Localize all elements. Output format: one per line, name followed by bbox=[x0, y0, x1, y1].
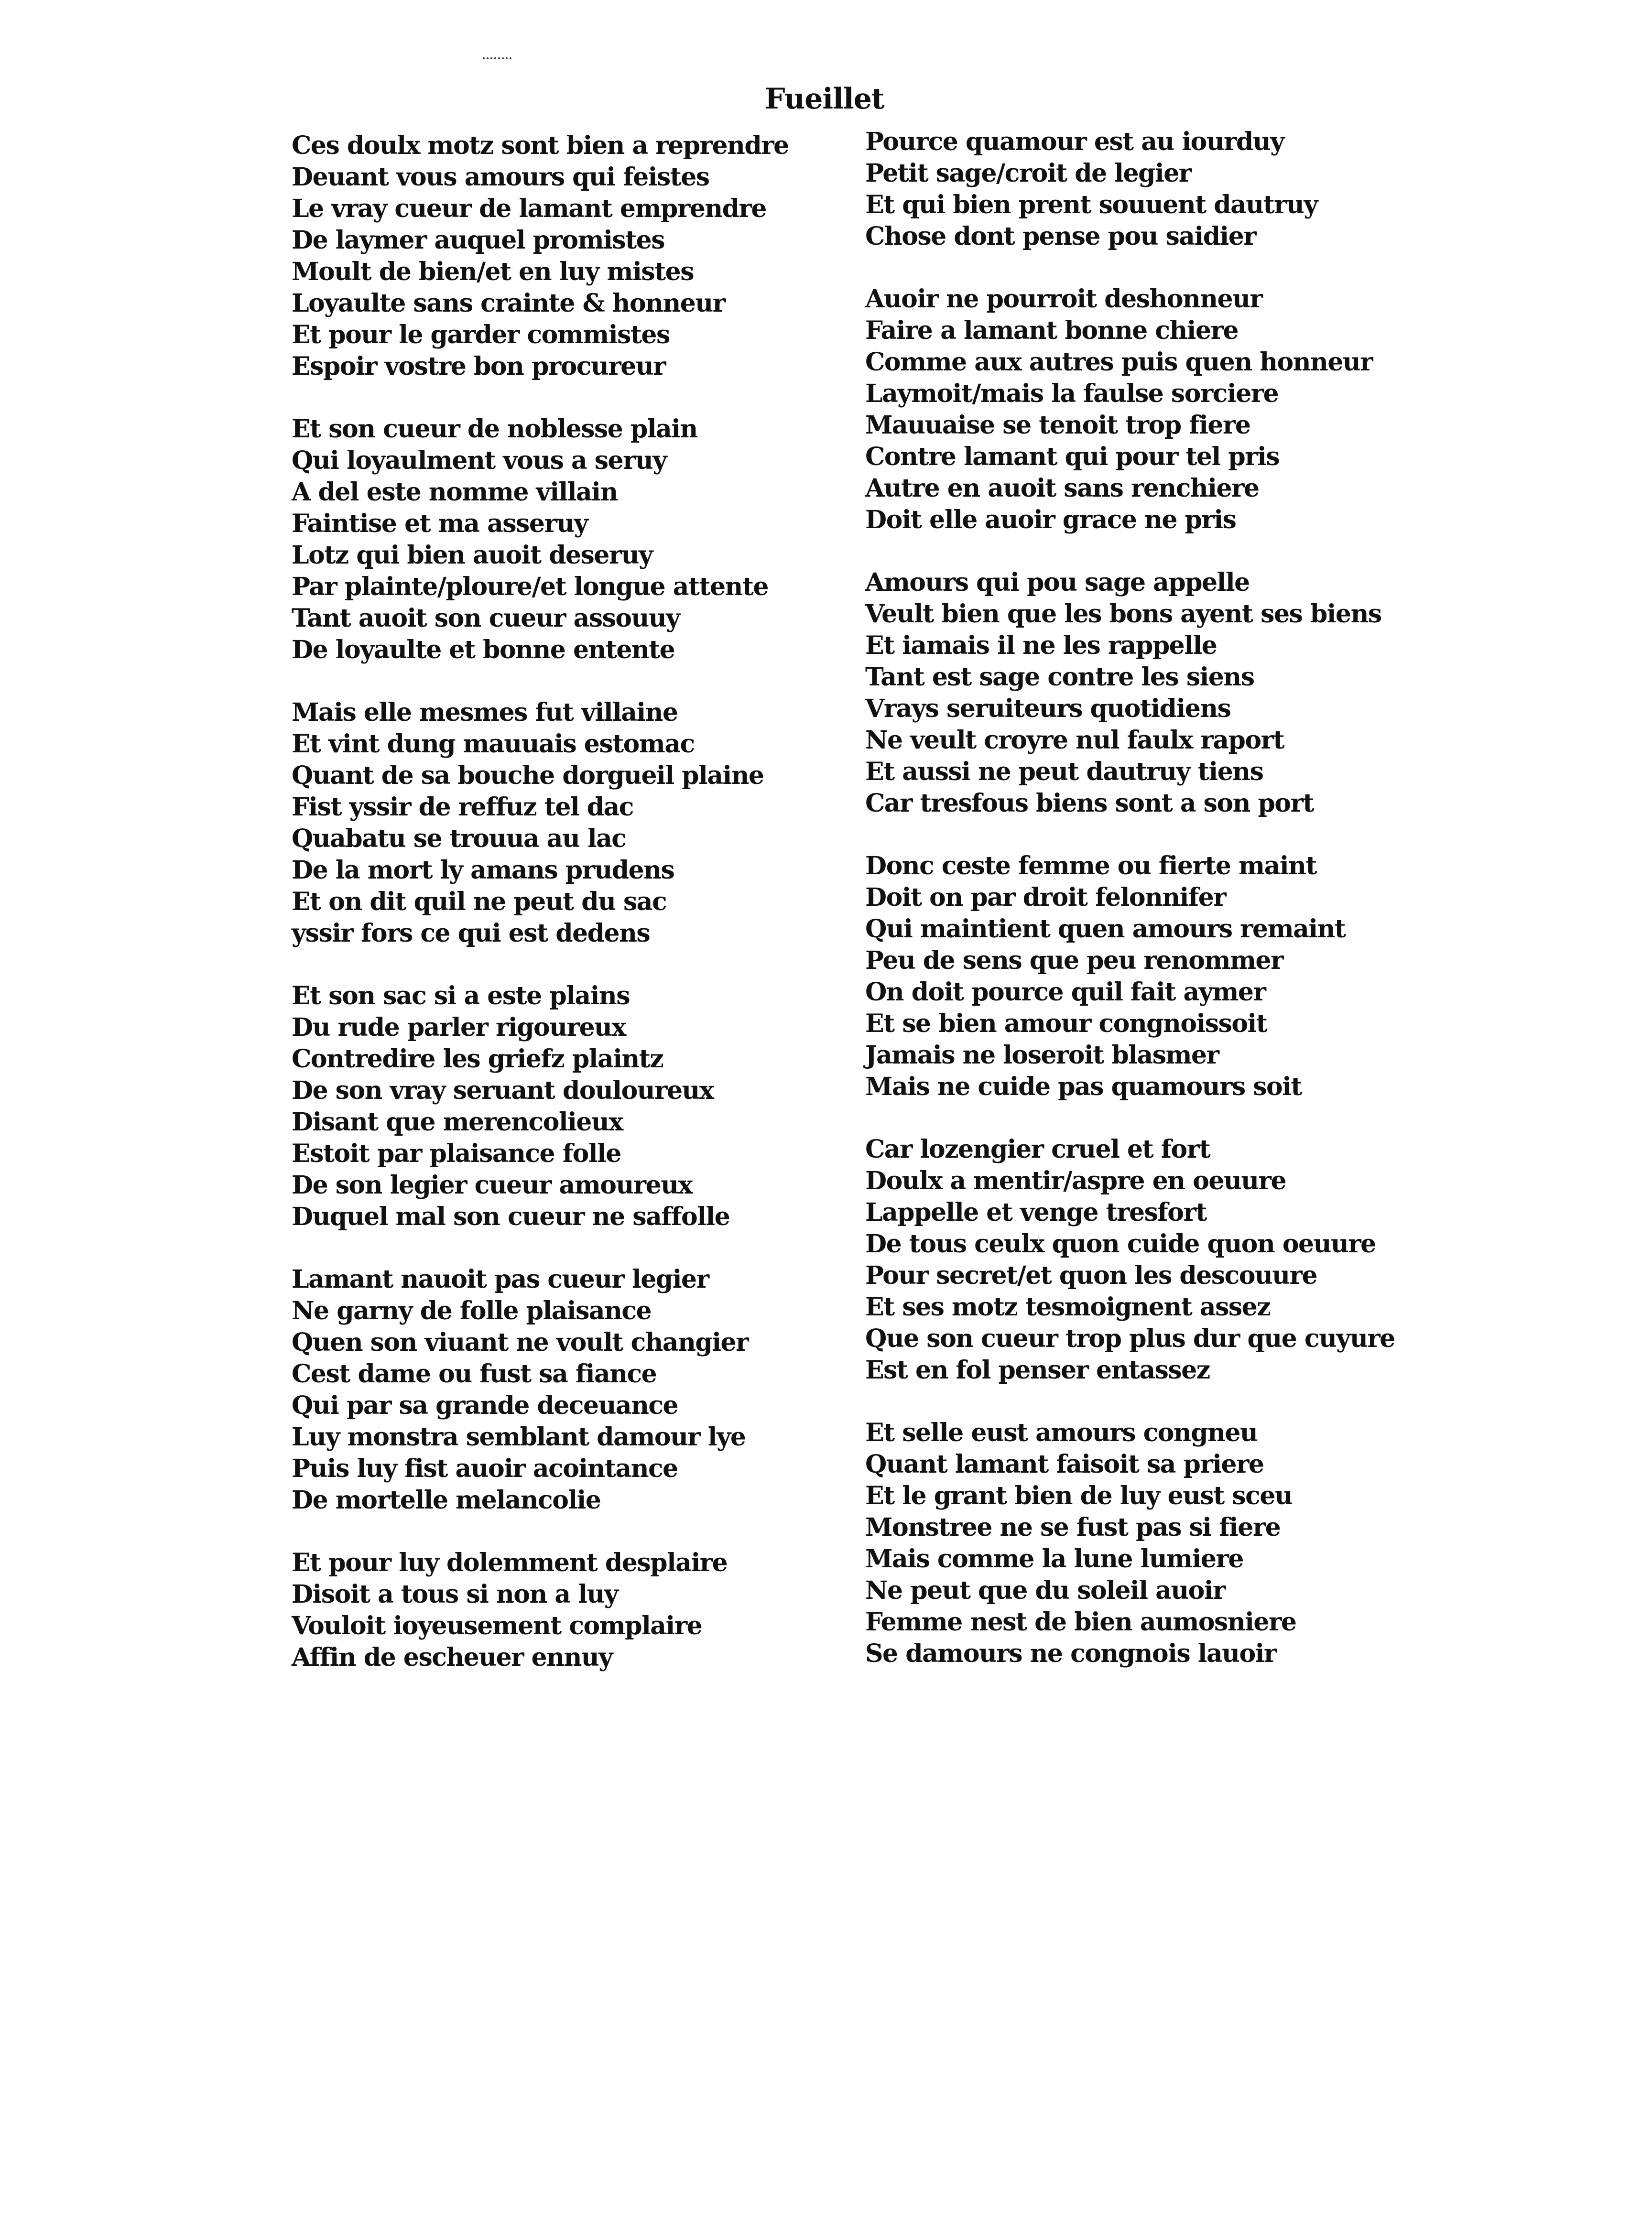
verse-line: Pource quamour est au iourduy bbox=[865, 127, 1284, 156]
verse-line: yssir fors ce qui est dedens bbox=[292, 919, 650, 948]
verse-line: Qui loyaulment vous a seruy bbox=[292, 446, 667, 475]
verse-line: De son legier cueur amoureux bbox=[292, 1171, 693, 1200]
verse-line: Laymoit/mais la faulse sorciere bbox=[865, 379, 1279, 408]
verse-line: Autre en auoit sans renchiere bbox=[865, 474, 1259, 503]
verse-line: Doit elle auoir grace ne pris bbox=[865, 505, 1236, 534]
verse-line: Luy monstra semblant damour lye bbox=[292, 1422, 746, 1452]
verse-line: Deuant vous amours qui feistes bbox=[292, 163, 709, 192]
verse-line: Contredire les griefz plaintz bbox=[292, 1044, 663, 1074]
verse-line: Doulx a mentir/aspre en oeuure bbox=[865, 1166, 1286, 1195]
stanza bbox=[865, 850, 1391, 1103]
page-header: Fueillet bbox=[765, 82, 884, 116]
verse-line: Donc ceste femme ou fierte maint bbox=[865, 851, 1316, 880]
verse-line: Fist yssir de reffuz tel dac bbox=[292, 792, 633, 822]
stanza bbox=[865, 567, 1391, 819]
verse-line: Amours qui pou sage appelle bbox=[865, 568, 1250, 597]
verse-line: Tant est sage contre les siens bbox=[865, 662, 1254, 692]
verse-line: Estoit par plaisance folle bbox=[292, 1139, 621, 1168]
verse-line: Et se bien amour congnoissoit bbox=[865, 1009, 1267, 1038]
stanza bbox=[292, 413, 817, 666]
verse-line: Car lozengier cruel et fort bbox=[865, 1135, 1210, 1164]
stanza bbox=[865, 126, 1391, 252]
verse-line: Que son cueur trop plus dur que cuyure bbox=[865, 1324, 1395, 1353]
verse-line: Lotz qui bien auoit deseruy bbox=[292, 541, 652, 570]
verse-line: Et ses motz tesmoignent assez bbox=[865, 1292, 1271, 1322]
verse-line: Qui par sa grande deceuance bbox=[292, 1391, 678, 1420]
verse-line: Pour secret/et quon les descouure bbox=[865, 1261, 1317, 1290]
verse-line: Quen son viuant ne voult changier bbox=[292, 1328, 749, 1357]
verse-line: Et aussi ne peut dautruy tiens bbox=[865, 757, 1263, 786]
verse-line: De laymer auquel promistes bbox=[292, 226, 665, 255]
stanza bbox=[292, 130, 817, 382]
verse-line: Monstree ne se fust pas si fiere bbox=[865, 1513, 1281, 1542]
stanza bbox=[292, 980, 817, 1233]
verse-line: Moult de bien/et en luy mistes bbox=[292, 257, 694, 286]
verse-line: Petit sage/croit de legier bbox=[865, 159, 1191, 188]
verse-line: Et selle eust amours congneu bbox=[865, 1418, 1258, 1447]
left-column bbox=[292, 130, 817, 1704]
verse-line: Et son sac si a este plains bbox=[292, 981, 630, 1010]
verse-line: Jamais ne loseroit blasmer bbox=[865, 1041, 1219, 1070]
verse-line: Contre lamant qui pour tel pris bbox=[865, 442, 1280, 471]
verse-line: Ne veult croyre nul faulx raport bbox=[865, 726, 1284, 755]
verse-line: Tant auoit son cueur assouuy bbox=[292, 604, 680, 633]
verse-line: Car tresfous biens sont a son port bbox=[865, 789, 1314, 818]
verse-line: Faire a lamant bonne chiere bbox=[865, 316, 1239, 345]
verse-line: Disant que merencolieux bbox=[292, 1107, 623, 1137]
verse-line: Mais comme la lune lumiere bbox=[865, 1544, 1243, 1574]
verse-line: Disoit a tous si non a luy bbox=[292, 1580, 618, 1609]
verse-line: Et on dit quil ne peut du sac bbox=[292, 887, 667, 916]
verse-line: Et vint dung mauuais estomac bbox=[292, 729, 695, 759]
right-column bbox=[865, 126, 1395, 1701]
verse-line: Duquel mal son cueur ne saffolle bbox=[292, 1202, 730, 1231]
verse-line: Comme aux autres puis quen honneur bbox=[865, 347, 1373, 377]
verse-line: Le vray cueur de lamant emprendre bbox=[292, 194, 766, 223]
verse-line: Et son cueur de noblesse plain bbox=[292, 414, 697, 444]
verse-line: Affin de escheuer ennuy bbox=[292, 1643, 612, 1672]
verse-line: Puis luy fist auoir acointance bbox=[292, 1454, 678, 1483]
verse-line: Chose dont pense pou saidier bbox=[865, 222, 1256, 251]
verse-line: De mortelle melancolie bbox=[292, 1486, 601, 1515]
stanza bbox=[292, 1547, 817, 1673]
verse-line: Qui maintient quen amours remaint bbox=[865, 914, 1346, 944]
verse-line: Ne garny de folle plaisance bbox=[292, 1296, 652, 1325]
verse-line: Quant de sa bouche dorgueil plaine bbox=[292, 761, 764, 790]
verse-line: Et pour luy dolemment desplaire bbox=[292, 1548, 728, 1577]
verse-line: Se damours ne congnois lauoir bbox=[865, 1639, 1276, 1668]
verse-line: Loyaulte sans crainte & honneur bbox=[292, 289, 725, 318]
verse-line: Ces doulx motz sont bien a reprendre bbox=[292, 131, 789, 160]
verse-line: Peu de sens que peu renommer bbox=[865, 946, 1283, 975]
stanza bbox=[865, 1417, 1391, 1670]
verse-line: Vouloit ioyeusement complaire bbox=[292, 1611, 702, 1640]
verse-line: De son vray seruant douloureux bbox=[292, 1076, 714, 1105]
verse-line: Du rude parler rigoureux bbox=[292, 1013, 626, 1042]
verse-line: Et le grant bien de luy eust sceu bbox=[865, 1481, 1293, 1510]
verse-line: Lamant nauoit pas cueur legier bbox=[292, 1265, 709, 1294]
verse-line: De la mort ly amans prudens bbox=[292, 856, 674, 885]
verse-line: Et iamais il ne les rappelle bbox=[865, 631, 1217, 660]
stanza bbox=[292, 1264, 817, 1516]
verse-line: Quant lamant faisoit sa priere bbox=[865, 1450, 1264, 1479]
verse-line: Et qui bien prent souuent dautruy bbox=[865, 190, 1318, 219]
verse-line: Auoir ne pourroit deshonneur bbox=[865, 284, 1262, 314]
verse-line: Cest dame ou fust sa fiance bbox=[292, 1359, 657, 1389]
verse-line: Par plainte/ploure/et longue attente bbox=[292, 572, 768, 601]
verse-line: Vrays seruiteurs quotidiens bbox=[865, 694, 1231, 723]
verse-line: Faintise et ma asseruy bbox=[292, 509, 588, 538]
verse-line: Ne peut que du soleil auoir bbox=[865, 1576, 1225, 1605]
verse-line: On doit pource quil fait aymer bbox=[865, 977, 1266, 1007]
verse-line: Et pour le garder commistes bbox=[292, 320, 670, 349]
stanza bbox=[865, 283, 1391, 536]
verse-line: Femme nest de bien aumosniere bbox=[865, 1607, 1296, 1637]
verse-line: Quabatu se trouua au lac bbox=[292, 824, 626, 853]
verse-line: Espoir vostre bon procureur bbox=[292, 352, 666, 381]
verse-line: Mauuaise se tenoit trop fiere bbox=[865, 411, 1250, 440]
verse-line: Mais ne cuide pas quamours soit bbox=[865, 1072, 1302, 1101]
verse-line: Veult bien que les bons ayent ses biens bbox=[865, 599, 1381, 629]
stanza bbox=[292, 697, 817, 949]
verse-line: De tous ceulx quon cuide quon oeuure bbox=[865, 1229, 1376, 1259]
scan-artifact-mark bbox=[483, 57, 511, 62]
verse-line: Mais elle mesmes fut villaine bbox=[292, 698, 678, 727]
verse-line: Lappelle et venge tresfort bbox=[865, 1198, 1206, 1227]
verse-line: A del este nomme villain bbox=[292, 478, 618, 507]
verse-line: Doit on par droit felonnifer bbox=[865, 883, 1226, 912]
verse-line: De loyaulte et bonne entente bbox=[292, 635, 675, 664]
verse-line: Est en fol penser entassez bbox=[865, 1356, 1210, 1385]
stanza bbox=[865, 1134, 1395, 1386]
